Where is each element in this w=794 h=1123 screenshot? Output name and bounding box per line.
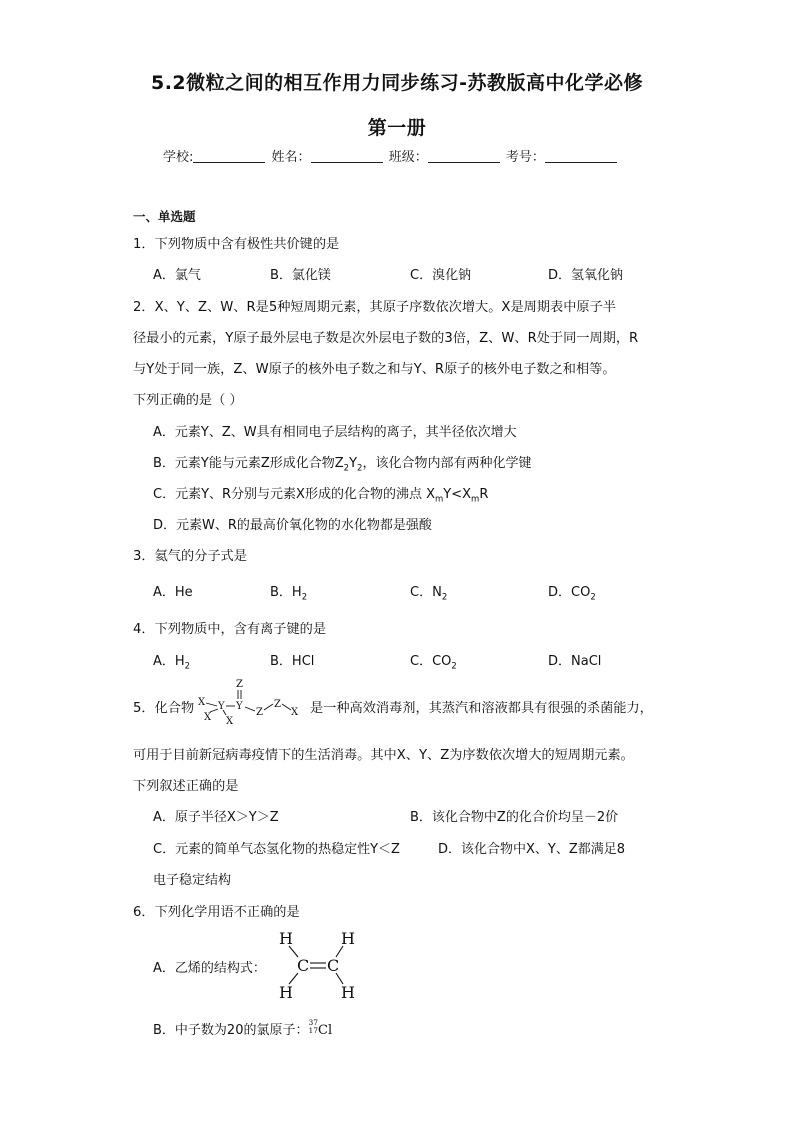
q1-option-a[interactable]: A．氯气 (153, 268, 201, 283)
q1-option-b[interactable]: B．氯化镁 (270, 268, 331, 283)
q3-option-d[interactable]: D．$CO_2$ (548, 585, 596, 603)
q2-stem-line4: 下列正确的是（ ） (133, 393, 243, 408)
atom-h: H (279, 983, 293, 1000)
atom-y: Y (218, 701, 225, 712)
q5-option-d[interactable]: D．该化合物中X、Y、Z都满足8 (438, 842, 626, 857)
q4-option-b[interactable]: B．HCl (270, 654, 315, 669)
q1-stem: 1．下列物质中含有极性共价键的是 (133, 237, 340, 252)
q6-option-a[interactable]: A．乙烯的结构式： (153, 961, 266, 976)
q5-stem-post: 是一种高效消毒剂，其蒸汽和溶液都具有很强的杀菌能力， (310, 701, 653, 716)
atom-z: Z (274, 699, 281, 710)
q5-stem-line2: 可用于目前新冠病毒疫情下的生活消毒。其中X、Y、Z为序数依次增大的短周期元素。 (133, 748, 634, 763)
q3-stem: 3．氦气的分子式是 (133, 549, 247, 564)
q2-option-d[interactable]: D．元素W、R的最高价氧化物的水化物都是强酸 (153, 518, 432, 533)
school-blank[interactable] (193, 149, 265, 163)
chlorine-isotope: 37 17Cl (308, 1018, 333, 1038)
q1-option-d[interactable]: D．氢氧化钠 (548, 268, 624, 283)
q5-stem-pre: 5．化合物 (133, 701, 195, 716)
q5-option-a[interactable]: A．原子半径X＞Y＞Z (153, 810, 279, 825)
atom-c: C (327, 956, 340, 975)
atom-c: C (297, 956, 310, 975)
q5-stem-line3: 下列叙述正确的是 (133, 779, 239, 794)
atom-x: X (226, 716, 234, 727)
q4-option-a[interactable]: A．$H_2$ (153, 654, 191, 672)
q5-option-b[interactable]: B．该化合物中Z的化合价均呈－2价 (410, 810, 619, 825)
atom-y: Y (236, 701, 243, 712)
atom-x: X (291, 707, 299, 718)
q4-stem: 4．下列物质中，含有离子键的是 (133, 622, 327, 637)
class-label: 班级： (388, 150, 428, 165)
number-blank[interactable] (545, 149, 617, 163)
q2-stem-line3: 与Y处于同一族，Z、W原子的核外电子数之和与Y、R原子的核外电子数之和相等。 (133, 362, 616, 377)
q1-option-c[interactable]: C．溴化钠 (410, 268, 472, 283)
page-title-line2: 第一册 (367, 117, 427, 139)
q2-option-a[interactable]: A．元素Y、Z、W具有相同电子层结构的离子，其半径依次增大 (153, 425, 517, 440)
atom-x: X (204, 712, 212, 723)
ethene-structural-formula (277, 928, 357, 1000)
q5-option-c[interactable]: C．元素的简单气态氢化物的热稳定性Y＜Z (153, 842, 400, 857)
student-info (163, 146, 619, 165)
school-label: 学校: (163, 150, 194, 165)
q3-option-b[interactable]: B．$H_2$ (270, 585, 308, 603)
q4-option-d[interactable]: D．NaCl (548, 654, 602, 669)
q2-stem-line1: 2．X、Y、Z、W、R是5种短周期元素，其原子序数依次增大。X是周期表中原子半 (133, 300, 616, 315)
atom-h: H (279, 929, 293, 948)
q5-compound-structure (196, 678, 308, 728)
atom-h: H (341, 983, 355, 1000)
q6-option-b[interactable]: B．中子数为20的氯原子：37 17Cl (153, 1018, 333, 1038)
atom-z: Z (236, 679, 243, 690)
q3-option-a[interactable]: A．He (153, 585, 193, 600)
class-blank[interactable] (428, 149, 500, 163)
atom-z: Z (256, 707, 263, 718)
q6-stem: 6．下列化学用语不正确的是 (133, 905, 300, 920)
number-label: 考号： (505, 150, 545, 165)
atom-h: H (341, 929, 355, 948)
page-title: 5.2微粒之间的相互作用力同步练习-苏教版高中化学必修 (150, 72, 644, 94)
atom-x: X (198, 697, 206, 708)
q2-stem-line2: 径最小的元素，Y原子最外层电子数是次外层电子数的3倍，Z、W、R处于同一周期，R (133, 331, 639, 346)
q2-option-c[interactable]: C．元素Y、R分别与元素X形成的化合物的沸点 $X_mY<X_mR$ (153, 487, 489, 505)
q2-option-b[interactable]: B．元素Y能与元素Z形成化合物$Z_2Y_2$，该化合物内部有两种化学键 (153, 456, 532, 474)
name-blank[interactable] (311, 149, 383, 163)
q4-option-c[interactable]: C．$CO_2$ (410, 654, 457, 672)
name-label: 姓名： (271, 150, 311, 165)
section-heading: 一、单选题 (133, 209, 196, 224)
q5-option-d-cont: 电子稳定结构 (153, 873, 232, 888)
q3-option-c[interactable]: C．$N_2$ (410, 585, 448, 603)
